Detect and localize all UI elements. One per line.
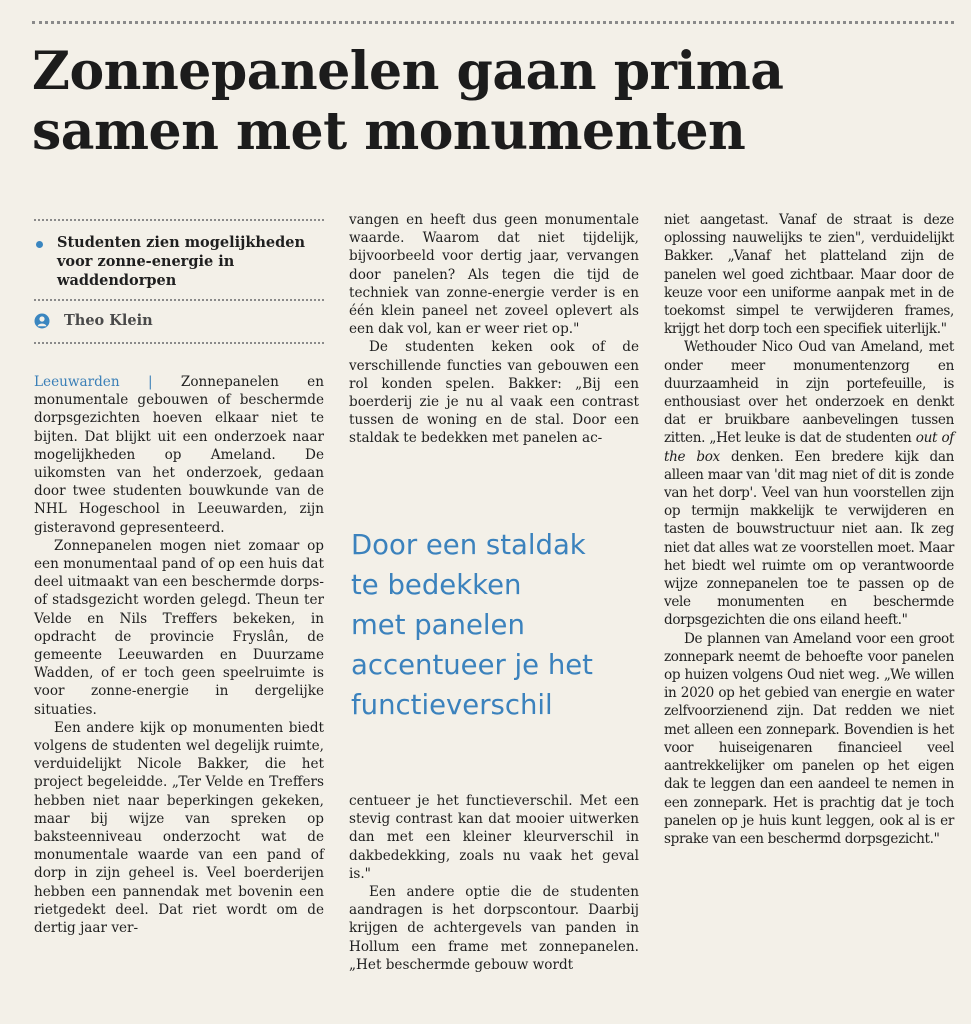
paragraph: De studenten keken ook of de verschillende functies van gebouwen een rol konden spelen. Bakker: „Bij een boerderij zie je nu al vaak een contrast tussen de woning en de stal. Door een staldak te bedekken met panelen ac- (349, 339, 639, 447)
person-icon (34, 313, 50, 329)
pull-quote: Door een staldak te bedekken met panelen accentueer je het functieverschil (351, 529, 593, 721)
headline (32, 42, 952, 162)
subhead-bottom-rule (34, 299, 324, 301)
article-column-2-continued (349, 792, 639, 974)
article-column-1 (34, 373, 324, 937)
paragraph: centueer je het functieverschil. Met een stevig contrast kan dat mooier uitwerken dan met een kleiner kleurverschil in dakbedekking, zoals nu vaak het geval is." (349, 793, 639, 882)
paragraph: Wethouder Nico Oud van Ameland, met onder meer monumentenzorg en duurzaamheid in zijn portefeuille, is enthousiast over het onderzoek en denkt dat er bruikbare aanbevelingen tussen zitten. „Het leuke is dat de studenten out of the box denken. Een bredere kijk dan alleen maar van 'dit mag niet of dit is zonde van het dorp'. Veel van hun voorstellen zijn op termijn makkelijk te verwijderen en tasten de bouwstructuur niet aan. Ik zeg niet dat alles wat ze voorstellen moet. Maar het biedt wel ruimte om op verantwoorde wijze zonnepanelen toe te passen op de vele monumenten en beschermde dorpsgezichten die ons eiland heeft." (664, 339, 955, 629)
paragraph: Een andere kijk op monumenten biedt volgens de studenten wel degelijk ruimte, verduidelijkt Nicole Bakker, die het project begeleidde. „Ter Velde en Treffers hebben niet naar beperkingen gekeken, maar bij wijze van spreken op baksteenniveau onderzocht wat de monumentale waarde van een pand of dorp in zijn geheel is. Veel boerderijen hebben een pannendak met bovenin een rietgedekt deel. Dat riet wordt om de dertig jaar ver- (34, 719, 324, 937)
bullet-icon (36, 241, 43, 248)
paragraph: vangen en heeft dus geen monumentale waarde. Waarom dat niet tijdelijk, bijvoorbeeld voor dertig jaar, vervangen door panelen? Als tegen die tijd de techniek van zonne-energie verder is en één klein paneel net zoveel oplevert als een dak vol, kan er weer riet op." (349, 212, 639, 338)
top-dotted-rule (32, 21, 954, 24)
dateline: Leeuwarden (34, 374, 120, 390)
dateline-separator: | (147, 374, 153, 390)
headline-line-1: Zonnepanelen gaan prima (32, 41, 784, 102)
byline-bottom-rule (34, 342, 324, 344)
paragraph: Zonnepanelen mogen niet zomaar op een monumentaal pand of op een huis dat deel uitmaakt van een beschermde dorps- of stadsgezicht worden gelegd. Theun ter Velde en Nils Treffers bekeken, in opdracht de provincie Fryslân, de gemeente Leeuwarden en Duurzame Wadden, of er toch geen speelruimte is voor zonne-energie in dergelijke situaties. (34, 537, 324, 718)
article-column-3 (664, 211, 954, 848)
paragraph: Leeuwarden | Zonnepanelen en monumentale gebouwen of beschermde dorpsgezichten hoeven elkaar niet te bijten. Dat blijkt uit een onderzoek naar mogelijkheden op Ameland. De uikomsten van het onderzoek, gedaan door twee studenten bouwkunde van de NHL Hogeschool in Leeuwarden, zijn gisteravond gepresenteerd. (34, 374, 324, 536)
subheading (34, 233, 324, 290)
byline (34, 312, 153, 329)
article-column-2 (349, 211, 639, 448)
paragraph: De plannen van Ameland voor een groot zonnepark neemt de behoefte voor panelen op huizen volgens Oud niet weg. „We willen in 2020 op het gebied van energie en water zelfvoorzienend zijn. Dat redden we niet met alleen een zonnepark. Bovendien is het voor huiseigenaren financieel veel aantrekkelijker om panelen op het eigen dak te leggen dan een aandeel te nemen in een zonnepark. Het is prachtig dat je toch panelen op je huis kunt leggen, ook al is er sprake van een beschermd dorpsgezicht." (664, 630, 954, 847)
subheading-text: Studenten zien mogelijkheden voor zonne-energie in waddendorpen (57, 234, 306, 289)
subhead-top-rule (34, 219, 324, 221)
author-name: Theo Klein (64, 312, 153, 329)
paragraph: niet aangetast. Vanaf de straat is deze oplossing nauwelijks te zien", verduidelijkt Bakker. „Vanaf het platteland zijn de panelen wel goed zichtbaar. Maar door de keuze voor een uniforme aanpak met in de toekomst simpel te verwijderen frames, krijgt het dorp toch een specifiek uiterlijk." (664, 212, 954, 338)
paragraph: Een andere optie die de studenten aandragen is het dorpscontour. Daarbij krijgen de achtergevels van panden in Hollum een frame met zonnepanelen. „Het beschermde gebouw wordt (349, 884, 639, 973)
headline-line-2: samen met monumenten (32, 101, 746, 162)
emphasis: out of the box (664, 430, 954, 465)
